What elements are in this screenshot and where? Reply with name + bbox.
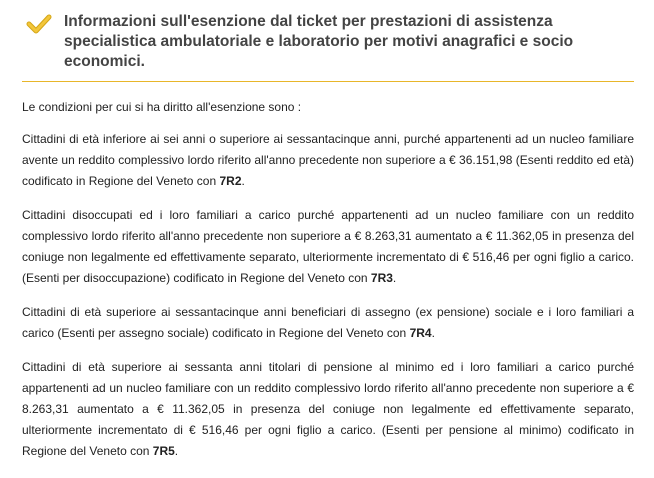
exemption-paragraph-7r2 (22, 129, 634, 192)
paragraph-suffix: . (392, 271, 397, 285)
paragraph-suffix: . (174, 444, 179, 458)
section-header (22, 0, 634, 82)
paragraph-suffix: . (431, 326, 435, 340)
exemption-paragraph-7r3 (22, 205, 634, 289)
exemption-code: 7R5 (152, 444, 175, 458)
paragraph-text: Cittadini di età superiore ai sessantacinque anni beneficiari di assegno (ex pensione) sociale e i loro familiari a carico (Esenti per assegno sociale) codificato in Regione del Veneto con (22, 305, 634, 340)
intro-text: Le condizioni per cui si ha diritto all'esenzione sono : (22, 100, 302, 114)
paragraph-text: Cittadini di età inferiore ai sei anni o superiore ai sessantacinque anni, purché appartenenti ad un nucleo familiare avente un reddito complessivo lordo riferito all'anno precedente non superiore a € 36.151,98 (Esenti reddito ed età) codificato in Regione del Veneto con (22, 132, 634, 188)
page-title: Informazioni sull'esenzione dal ticket per prestazioni di assistenza specialistica ambulatoriale e laboratorio per motivi anagrafici e socio economici. (64, 13, 574, 70)
paragraph-suffix: . (241, 174, 245, 188)
exemption-paragraph-7r5 (22, 357, 634, 462)
checkmark-icon (26, 13, 52, 35)
exemption-paragraph-7r4 (22, 302, 634, 344)
content-body (22, 82, 634, 462)
exemption-code: 7R2 (219, 174, 242, 188)
paragraph-text: Cittadini disoccupati ed i loro familiari a carico purché appartenenti ad un nucleo familiare con un reddito complessivo lordo riferito all'anno precedente non superiore a € 8.263,31 aumentato a € 11.362,05 in presenza del coniuge non legalmente ed effettivamente separato, ulteriormente incrementato di € 516,46 per ogni figlio a carico. (Esenti per disoccupazione) codificato in Regione del Veneto con (22, 208, 634, 285)
exemption-code: 7R4 (409, 326, 432, 340)
paragraph-text: Cittadini di età superiore ai sessanta anni titolari di pensione al minimo ed i loro familiari a carico purché appartenenti ad un nucleo familiare con un reddito complessivo lordo riferito all'anno precedente non superiore a € 8.263,31 aumentato a € 11.362,05 in presenza del coniuge non legalmente ed effettivamente separato, ulteriormente incrementato di € 516,46 per ogni figlio a carico. (Esenti per pensione al minimo) codificato in Regione del Veneto con (22, 360, 634, 458)
exemption-code: 7R3 (370, 271, 393, 285)
